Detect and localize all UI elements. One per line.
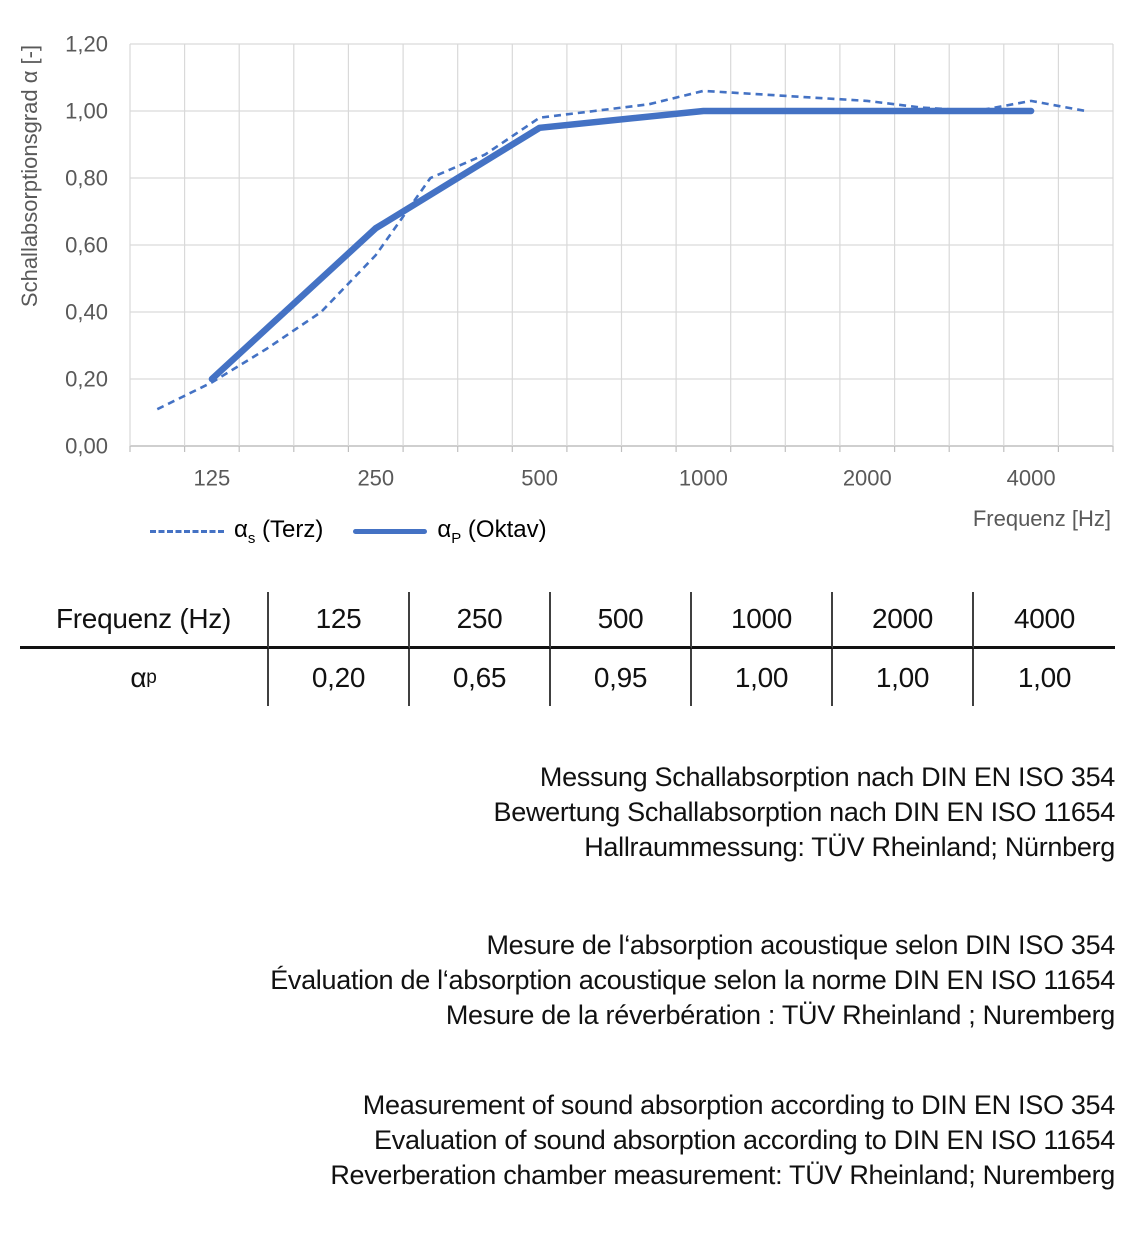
legend-item-alpha-s [150, 516, 323, 547]
x-tick-label: 1000 [678, 465, 728, 491]
y-tick-label: 1,00 [65, 98, 108, 124]
notes-german [20, 760, 1115, 865]
table-value-1000: 1,00 [692, 649, 833, 706]
x-axis-title: Frequenz [Hz] [972, 506, 1111, 531]
table-row-label-alpha-p: α p [20, 649, 269, 706]
y-tick-label: 0,20 [65, 366, 108, 392]
legend-label-alpha-p: $\alpha_P$ (Oktav) [437, 516, 547, 547]
note-line: Measurement of sound absorption according to DIN EN ISO 354 [362, 1090, 1115, 1120]
y-tick-label: 0,40 [65, 299, 108, 325]
y-tick-label: 0,60 [65, 232, 108, 258]
y-tick-label: 0,80 [65, 165, 108, 191]
absorption-chart [0, 0, 1135, 560]
table-header-1000: 1000 [692, 592, 833, 649]
note-line: Evaluation of sound absorption according to DIN EN ISO 11654 [374, 1125, 1115, 1155]
note-line: Bewertung Schallabsorption nach DIN EN ISO 11654 [493, 797, 1115, 827]
absorption-table [20, 592, 1115, 706]
table-header-125: 125 [269, 592, 410, 649]
note-line: Messung Schallabsorption nach DIN EN ISO 354 [539, 762, 1115, 792]
table-header-500: 500 [551, 592, 692, 649]
table-value-4000: 1,00 [1017, 661, 1072, 693]
table-header-250: 250 [410, 592, 551, 649]
table-header-frequency: Frequenz (Hz) [20, 592, 269, 649]
table-value-125: 0,20 [269, 649, 410, 706]
table-header-2000: 2000 [833, 592, 974, 649]
note-line: Mesure de la réverbération : TÜV Rheinland ; Nuremberg [445, 1000, 1115, 1030]
x-tick-label: 250 [357, 465, 395, 491]
note-line: Mesure de l‘absorption acoustique selon DIN ISO 354 [486, 930, 1115, 960]
absorption-chart-plot [0, 0, 1135, 560]
x-tick-label: 2000 [842, 465, 892, 491]
x-tick-label: 500 [521, 465, 558, 491]
table-value-250: 0,65 [410, 649, 551, 706]
note-line: Reverberation chamber measurement: TÜV Rheinland; Nuremberg [330, 1160, 1115, 1190]
notes-english [20, 1088, 1115, 1193]
chart-legend [150, 516, 547, 547]
legend-label-alpha-s: $\alpha_s$ (Terz) [234, 516, 324, 547]
table-header-4000: 4000 [974, 592, 1115, 649]
solid-line-sample [353, 529, 427, 534]
notes-french [20, 928, 1115, 1033]
y-axis-title: Schallabsorptionsgrad α [-] [17, 44, 42, 308]
table-value-500: 0,95 [551, 649, 692, 706]
x-tick-label: 4000 [1006, 465, 1056, 491]
note-line: Évaluation de l‘absorption acoustique selon la norme DIN EN ISO 11654 [270, 965, 1115, 995]
note-line: Hallraummessung: TÜV Rheinland; Nürnberg [584, 832, 1115, 862]
y-tick-label: 0,00 [65, 433, 108, 459]
dashed-line-sample [150, 530, 224, 533]
legend-item-alpha-p [353, 516, 546, 547]
y-tick-label: 1,20 [65, 31, 108, 57]
x-tick-label: 125 [193, 465, 231, 491]
table-value-2000: 1,00 [833, 649, 974, 706]
